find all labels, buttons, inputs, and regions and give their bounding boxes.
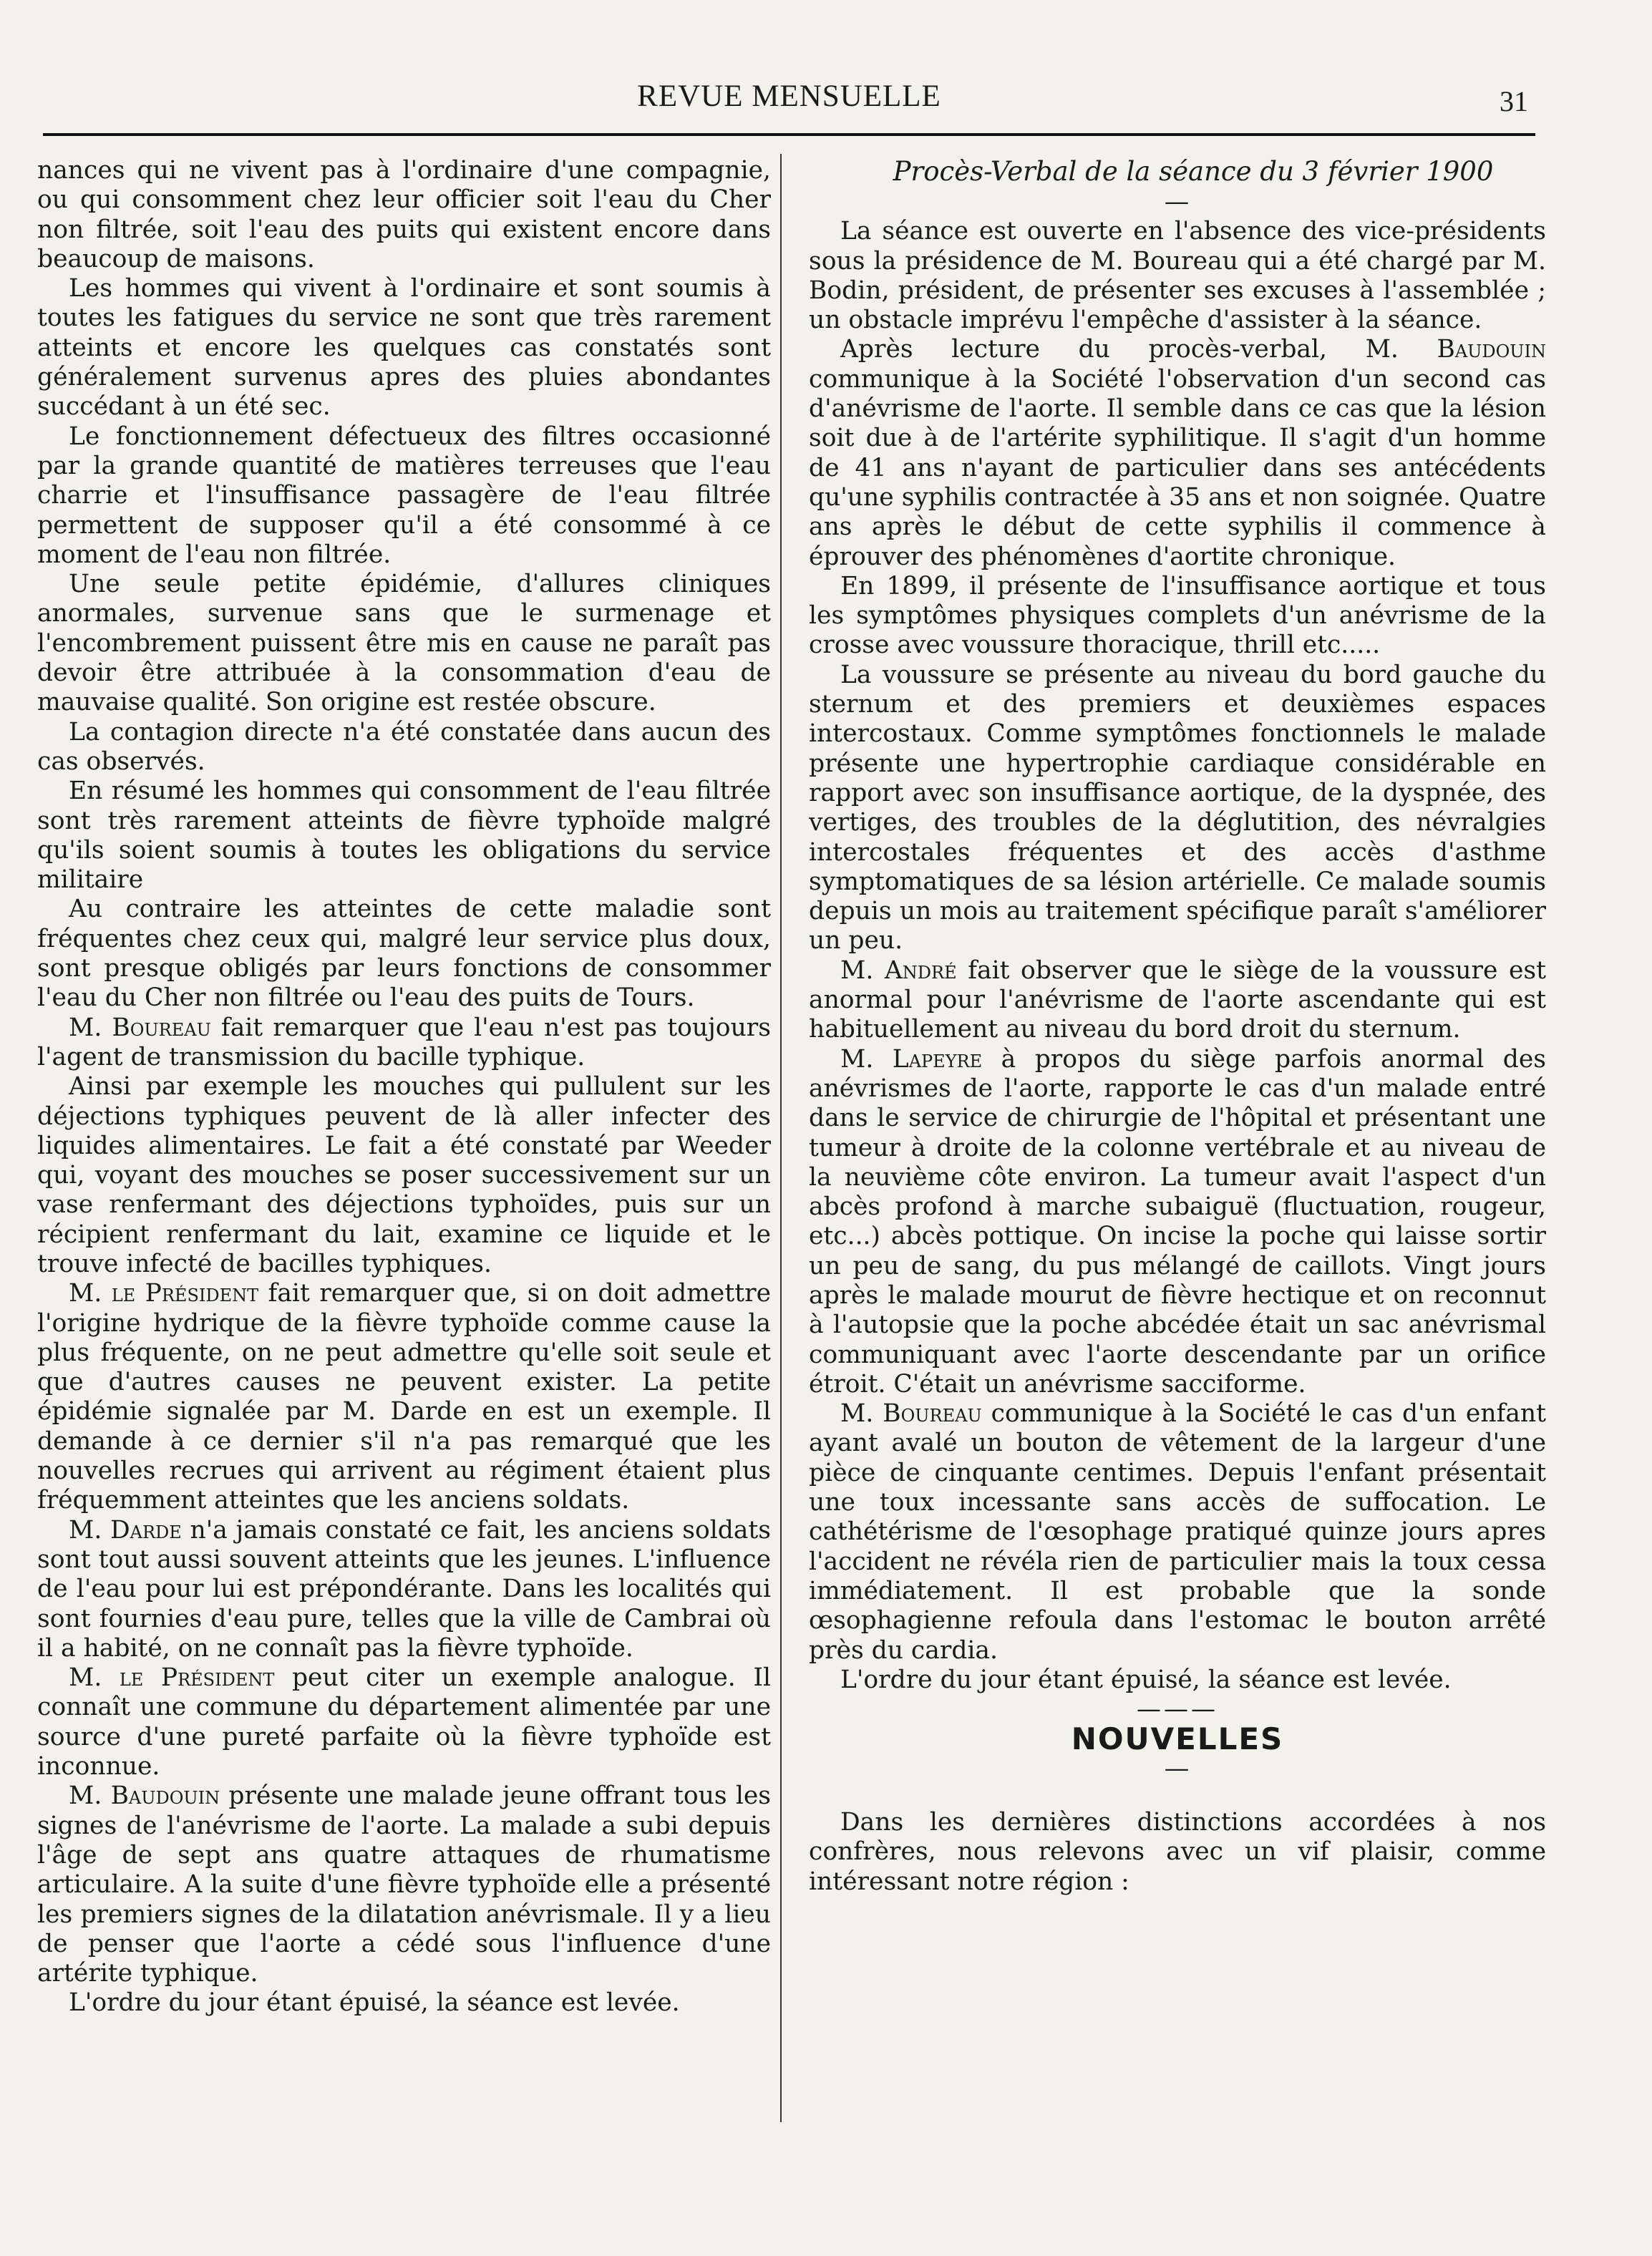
paragraph: Au contraire les atteintes de cette maladie sont fréquentes chez ceux qui, malgré leur service plus doux, sont presque obligés par leurs fonctions de consommer l'eau du Cher non filtrée ou l'eau des puits de Tours. (37, 895, 771, 1013)
running-title: REVUE MENSUELLE (637, 79, 941, 113)
left-column (37, 156, 771, 2018)
paragraph-text: fait remarquer que l'eau n'est pas toujours l'agent de transmission du bacille typhique. (37, 1013, 771, 1071)
paragraph-text: fait remarquer que, si on doit admettre l'origine hydrique de la fièvre typhoïde comme cause la plus fréquente, on ne peut admettre qu'elle soit seule et que d'autres causes ne peuvent exister. La petite épidémie signalée par M. Darde en est un exemple. Il demande à ce dernier s'il n'a pas remarqué que les nouvelles recrues qui arrivent au régiment étaient plus fréquemment atteintes que les anciens soldats. (37, 1279, 771, 1515)
speaker-name: M. Darde (69, 1515, 182, 1545)
paragraph-text: présente une malade jeune offrant tous les signes de l'anévrisme de l'aorte. La malade a subi depuis l'âge de sept ans quatre attaques de rhumatisme articulaire. A la suite d'une fièvre typhoïde elle a présenté les premiers signes de la dilatation anévrismale. Il y a lieu de penser que l'aorte a cédé sous l'influence d'une artérite typhique. (37, 1781, 771, 1988)
speaker-name: M. Boureau (840, 1399, 982, 1429)
paragraph: Ainsi par exemple les mouches qui pullulent sur les déjections typhiques peuvent de là aller infecter des liquides alimentaires. Le fait a été constaté par Weeder qui, voyant des mouches se poser successivement sur un vase renfermant des déjections typhoïdes, puis sur un récipient renfermant du lait, examine ce liquide et le trouve infecté de bacilles typhiques. (37, 1072, 771, 1278)
right-column (809, 156, 1546, 1897)
paragraph: En 1899, il présente de l'insuffisance aortique et tous les symptômes physiques complets d'un anévrisme de la crosse avec voussure thoracique, thrill etc..... (809, 571, 1546, 660)
paragraph: En résumé les hommes qui consomment de l'eau filtrée sont très rarement atteints de fièvre typhoïde malgré qu'ils soient soumis à toutes les obligations du service militaire (37, 777, 771, 895)
speaker-name: M. Boureau (69, 1013, 211, 1042)
speaker-name: M. le Président (69, 1279, 259, 1308)
paragraph (37, 1781, 771, 1988)
heading-dash: — (1164, 1754, 1191, 1783)
header-rule (43, 133, 1535, 136)
speaker-name: M. le Président (69, 1663, 275, 1693)
speaker-name: M. Baudouin (69, 1781, 220, 1811)
paragraph: Les hommes qui vivent à l'ordinaire et sont soumis à toutes les fatigues du service ne sont que très rarement atteints et encore les quelques cas constatés sont généralement survenus apres des pluies abondantes succédant à un été sec. (37, 274, 771, 422)
news-heading: NOUVELLES (1071, 1721, 1284, 1757)
paragraph (809, 956, 1546, 1045)
speaker-name: M. Baudouin (1365, 335, 1547, 364)
spacer (809, 1784, 1546, 1808)
paragraph (809, 335, 1546, 571)
page-header (43, 72, 1535, 115)
paragraph-text: communique à la Société l'observation d'un second cas d'anévrisme de l'aorte. Il semble dans ce cas que la lésion soit due à de l'artérite syphilitique. Il s'agit d'un homme de 41 ans n'ayant de particulier dans ses antécédents qu'une syphilis contractée à 35 ans et non soignée. Quatre ans après le début de cette syphilis il commence à éprouver des phénomènes d'aortite chronique. (809, 364, 1546, 571)
paragraph-text: n'a jamais constaté ce fait, les anciens soldats sont tout aussi souvent atteints que les jeunes. L'influence de l'eau pour lui est prépondérante. Dans les localités qui sont fournies d'eau pure, telles que la ville de Cambrai où il a habité, on ne connaît pas la fièvre typhoïde. (37, 1515, 771, 1663)
paragraph-text: communique à la Société le cas d'un enfant ayant avalé un bouton de vêtement de la largeur d'une pièce de cinquante centimes. Depuis l'enfant présentait une toux incessante sans accès de suffocation. Le cathétérisme de l'œsophage pratiqué quinze jours apres l'accident ne révéla rien de particulier mais la toux cessa immédiatement. Il est probable que la sonde œsophagienne refoula dans l'estomac le bouton arrêté près du cardia. (809, 1399, 1546, 1665)
minutes-title: Procès-Verbal de la séance du 3 février 1900 (893, 156, 1494, 187)
paragraph: nances qui ne vivent pas à l'ordinaire d'une compagnie, ou qui consomment chez leur officier soit l'eau du Cher non filtrée, soit l'eau des puits qui existent encore dans beaucoup de maisons. (37, 156, 771, 273)
paragraph (809, 1045, 1546, 1400)
page-number: 31 (1500, 85, 1528, 117)
paragraph: La voussure se présente au niveau du bord gauche du sternum et des premiers et deuxièmes espaces intercostaux. Comme symptômes fonctionnels le malade présente une hypertrophie cardiaque considérable en rapport avec son insuffisance aortique, de la dyspnée, des vertiges, des troubles de la déglutition, des névralgies intercostales fréquentes et des accès d'asthme symptomatiques de sa lésion artérielle. Ce malade soumis depuis un mois au traitement spécifique paraît s'améliorer un peu. (809, 660, 1546, 956)
paragraph (37, 1279, 771, 1515)
paragraph: Le fonctionnement défectueux des filtres occasionné par la grande quantité de matières terreuses que l'eau charrie et l'insuffisance passagère de l'eau filtrée permettent de supposer qu'il a été consommé à ce moment de l'eau non filtrée. (37, 422, 771, 569)
closing-line: L'ordre du jour étant épuisé, la séance est levée. (840, 1665, 1452, 1694)
news-paragraph: Dans les dernières distinctions accordées à nos confrères, nous relevons avec un vif plaisir, comme intéressant notre région : (809, 1808, 1546, 1896)
paragraph-text: peut citer un exemple analogue. Il connaît une commune du département alimentée par une source d'une pureté parfaite où la fièvre typhoïde est inconnue. (37, 1663, 771, 1781)
paragraph (37, 1663, 771, 1781)
speaker-name: M. André (840, 956, 957, 985)
paragraph (37, 1516, 771, 1663)
paragraph (37, 1013, 771, 1073)
paragraph: Une seule petite épidémie, d'allures cliniques anormales, survenue sans que le surmenage et l'encombrement puissent être mis en cause ne paraît pas devoir être attribuée à la consommation d'eau de mauvaise qualité. Son origine est restée obscure. (37, 570, 771, 717)
speaker-name: M. Lapeyre (840, 1044, 983, 1074)
section-separator: ——— (1137, 1695, 1218, 1724)
title-dash: — (1164, 188, 1191, 216)
paragraph (809, 1399, 1546, 1666)
paragraph: La contagion directe n'a été constatée dans aucun des cas observés. (37, 717, 771, 776)
paragraph-text: à propos du siège parfois anormal des anévrismes de l'aorte, rapporte le cas d'un malade entré dans le service de chirurgie de l'hôpital et présentant une tumeur à droite de la colonne vertébrale et au niveau de la neuvième côte environ. La tumeur avait l'aspect d'un abcès profond à marche subaiguë (fluctuation, rougeur, etc...) abcès pottique. On incise la poche qui laisse sortir un peu de sang, du pus mélangé de caillots. Vingt jours après le malade mourut de fièvre hectique et on reconnut à l'autopsie que la poche abcédée était un sac anévrismal communiquant avec l'aorte descendante par un orifice étroit. C'était un anévrisme sacciforme. (809, 1044, 1547, 1399)
paragraph: La séance est ouverte en l'absence des vice-présidents sous la présidence de M. Boureau qui a été chargé par M. Bodin, président, de présenter ses excuses à l'assemblée ; un obstacle imprévu l'empêche d'assister à la séance. (809, 217, 1546, 335)
column-divider (780, 154, 782, 2122)
closing-line: L'ordre du jour étant épuisé, la séance est levée. (69, 1988, 680, 2018)
paragraph-prefix: Après lecture du procès-verbal, (840, 335, 1366, 364)
paragraph-text: fait observer que le siège de la voussure est anormal pour l'anévrisme de l'aorte ascendante qui est habituellement au niveau du bord droit du sternum. (809, 956, 1546, 1044)
